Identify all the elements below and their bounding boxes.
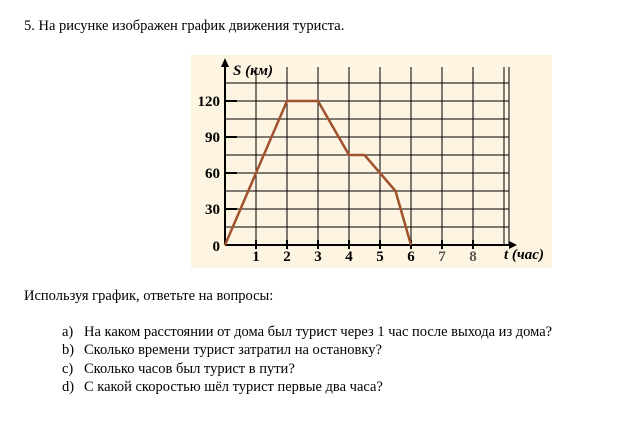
y-tick-label: 60 — [205, 166, 220, 182]
question-text: Сколько времени турист затратил на остановку? — [84, 342, 382, 359]
question-marker: b) — [62, 342, 75, 359]
question-marker: d) — [62, 378, 75, 395]
x-tick-label: 7 — [438, 249, 446, 265]
question-item — [62, 324, 552, 342]
instruction-text: Используя график, ответьте на вопросы: — [24, 288, 274, 304]
x-tick-label: 2 — [283, 249, 291, 265]
question-marker: a) — [62, 324, 74, 340]
question-item — [62, 342, 552, 360]
y-tick-label: 30 — [205, 202, 220, 218]
problem-title: 5. На рисунке изображен график движения туриста. — [24, 18, 345, 34]
distance-time-chart — [191, 55, 552, 268]
question-text: С какой скоростью шёл турист первые два часа? — [84, 378, 383, 395]
origin-label: 0 — [212, 239, 220, 255]
question-text: Сколько часов был турист в пути? — [84, 360, 295, 377]
chart-figure — [191, 55, 552, 268]
x-tick-label: 8 — [469, 249, 477, 265]
question-list — [62, 324, 552, 397]
y-tick-label: 90 — [205, 130, 220, 146]
x-tick-label: 1 — [252, 249, 260, 265]
question-marker: c) — [62, 360, 74, 377]
x-tick-label: 6 — [407, 249, 415, 265]
y-tick-label: 120 — [197, 94, 220, 110]
x-axis-label: t (час) — [504, 247, 544, 263]
x-tick-label: 4 — [345, 249, 353, 265]
x-tick-label: 5 — [376, 249, 384, 265]
question-text: На каком расстоянии от дома был турист через 1 час после выхода из дома? — [84, 324, 553, 340]
question-item — [62, 361, 552, 379]
y-axis-label: S (км) — [233, 63, 273, 79]
y-axis-arrow — [221, 58, 229, 67]
x-tick-label: 3 — [314, 249, 322, 265]
question-item — [62, 379, 552, 397]
